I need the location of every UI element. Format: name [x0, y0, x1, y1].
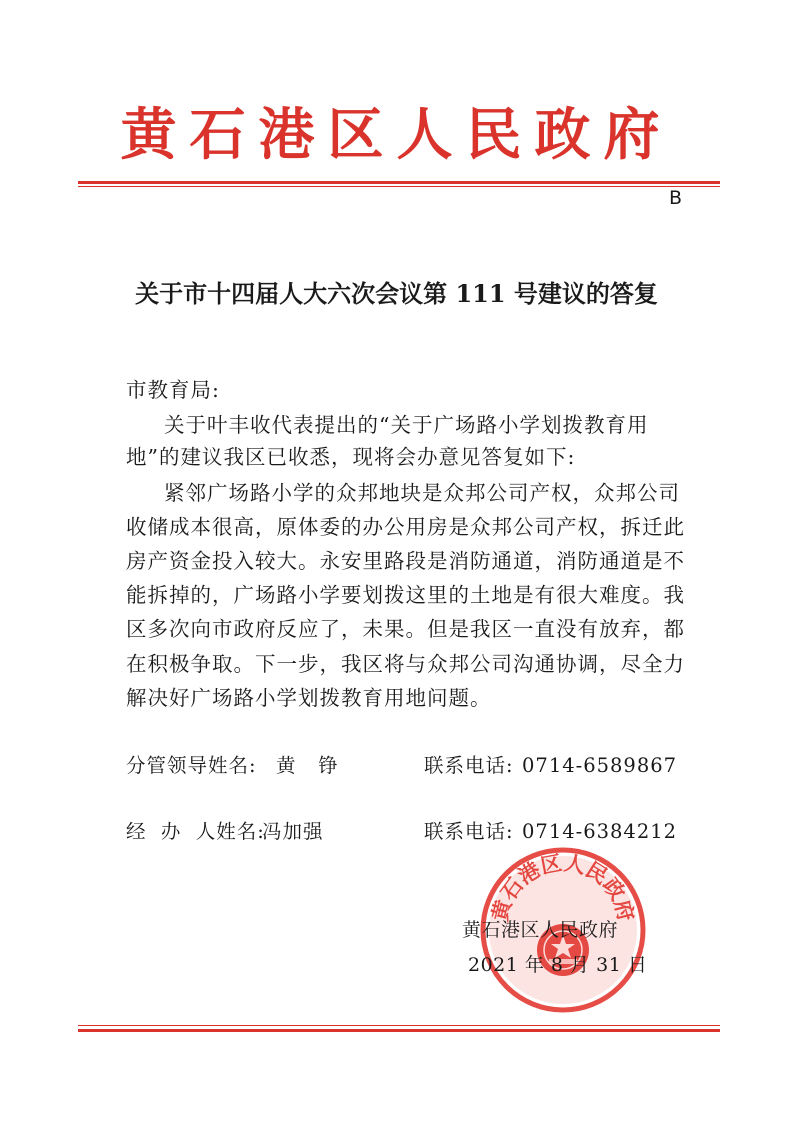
body-line: 区多次向市政府反应了，未果。但是我区一直没有放弃，都 [126, 617, 685, 641]
document-code: B [669, 187, 683, 209]
body-line: 地”的建议我区已收悉，现将会办意见答复如下: [126, 445, 576, 469]
footer-rule-thin [78, 1025, 720, 1026]
handler-name: 冯加强 [262, 820, 324, 843]
handler-phone: 0714-6384212 [522, 820, 678, 843]
leader-phone-label: 联系电话: [424, 754, 514, 777]
svg-text:黄石港区人民政府: 黄石港区人民政府 [486, 849, 640, 924]
body-line: 解决好广场路小学划拨教育用地问题。 [126, 686, 492, 710]
handler-name-label: 经 办 人姓名: [126, 820, 265, 843]
body-line: 关于叶丰收代表提出的“关于广场路小学划拨教育用 [164, 413, 649, 437]
header-rule-thin [78, 186, 720, 187]
leader-phone: 0714-6589867 [522, 754, 678, 777]
body-line: 紧邻广场路小学的众邦地块是众邦公司产权，众邦公司 [164, 481, 680, 505]
body-line: 房产资金投入较大。永安里路段是消防通道，消防通道是不 [126, 549, 685, 573]
header-rule-thick [78, 181, 720, 184]
addressee: 市教育局: [126, 378, 220, 402]
footer-rule-thick [78, 1029, 720, 1032]
leader-name-label: 分管领导姓名: [126, 754, 257, 777]
signature-org: 黄石港区人民政府 [462, 919, 619, 941]
body-line: 在积极争取。下一步，我区将与众邦公司沟通协调，尽全力 [126, 652, 685, 676]
document-title: 关于市十四届人大六次会议第 111 号建议的答复 [135, 279, 658, 308]
leader-name: 黄 铮 [276, 754, 339, 777]
body-line: 收储成本很高，原体委的办公用房是众邦公司产权，拆迁此 [126, 515, 685, 539]
body-line: 能拆掉的，广场路小学要划拨这里的土地是有很大难度。我 [126, 583, 685, 607]
handler-phone-label: 联系电话: [424, 820, 514, 843]
letterhead-title: 黄石港区人民政府 [120, 102, 673, 168]
signature-date: 2021 年 8 月 31 日 [468, 954, 648, 976]
